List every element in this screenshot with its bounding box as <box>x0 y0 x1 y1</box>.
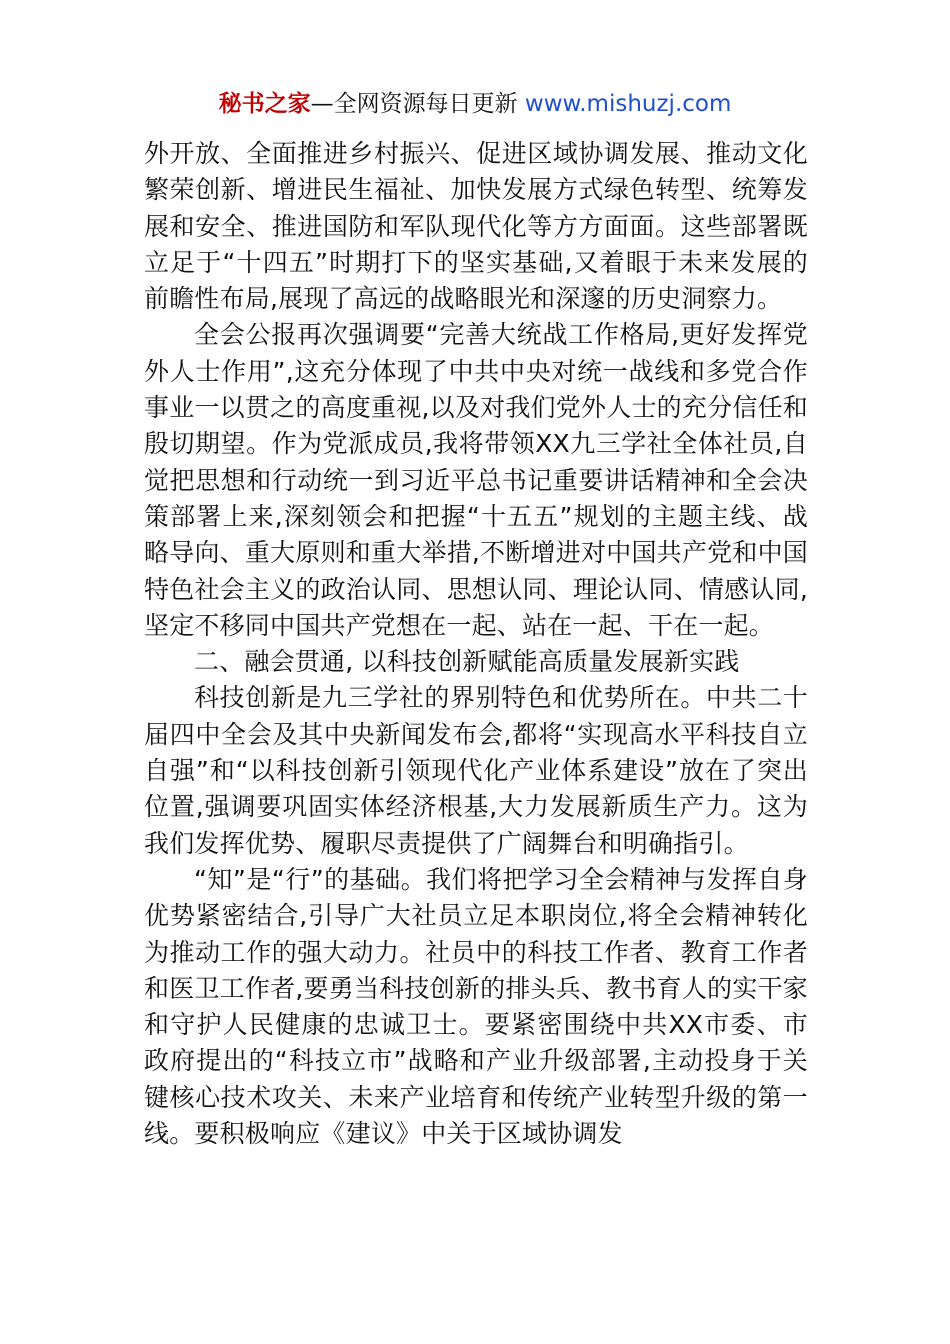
site-url-link[interactable]: www.mishuzj.com <box>524 91 732 117</box>
section-heading-2: 二、融会贯通, 以科技创新赋能高质量发展新实践 <box>194 647 740 677</box>
paragraph-united-front: 全会公报再次强调要“完善大统战工作格局,更好发挥党外人士作用”,这充分体现了中共中央对统一战线和多党合作事业一以贯之的高度重视,以及对我们党外人士的充分信任和殷切期望。作为党派成员,我将带领XX九三学社全体社员,自觉把思想和行动统一到习近平总书记重要讲话精神和全会决策部署上来,深刻领会和把握“十五五”规划的主题主线、战略导向、重大原则和重大举措,不断增进对中国共产党和中国特色社会主义的政治认同、思想认同、理论认同、情感认同,坚定不移同中国共产党想在一起、站在一起、干在一起。 <box>144 320 808 640</box>
paragraph-knowledge-action: “知”是“行”的基础。我们将把学习全会精神与发挥自身优势紧密结合,引导广大社员立足本职岗位,将全会精神转化为推动工作的强大动力。社员中的科技工作者、教育工作者和医卫工作者,要勇当科技创新的排头兵、教书育人的实干家和守护人民健康的忠诚卫士。要紧密围绕中共XX市委、市政府提出的“科技立市”战略和产业升级部署,主动投身于关键核心技术攻关、未来产业培育和传统产业转型升级的第一线。要积极响应《建议》中关于区域协调发 <box>144 864 808 1149</box>
site-slogan: —全网资源每日更新 <box>310 91 525 117</box>
document-body <box>144 136 808 1152</box>
site-brand: 秘书之家 <box>218 91 311 117</box>
paragraph-continued: 外开放、全面推进乡村振兴、促进区域协调发展、推动文化繁荣创新、增进民生福祉、加快发展方式绿色转型、统筹发展和安全、推进国防和军队现代化等方方面面。这些部署既立足于“十四五”时期打下的坚实基础,又着眼于未来发展的前瞻性布局,展现了高远的战略眼光和深邃的历史洞察力。 <box>144 139 808 314</box>
site-header <box>0 88 950 120</box>
paragraph-tech-innovation: 科技创新是九三学社的界别特色和优势所在。中共二十届四中全会及其中央新闻发布会,都将“实现高水平科技自立自强”和“以科技创新引领现代化产业体系建设”放在了突出位置,强调要巩固实体经济根基,大力发展新质生产力。这为我们发挥优势、履职尽责提供了广阔舞台和明确指引。 <box>144 683 808 858</box>
